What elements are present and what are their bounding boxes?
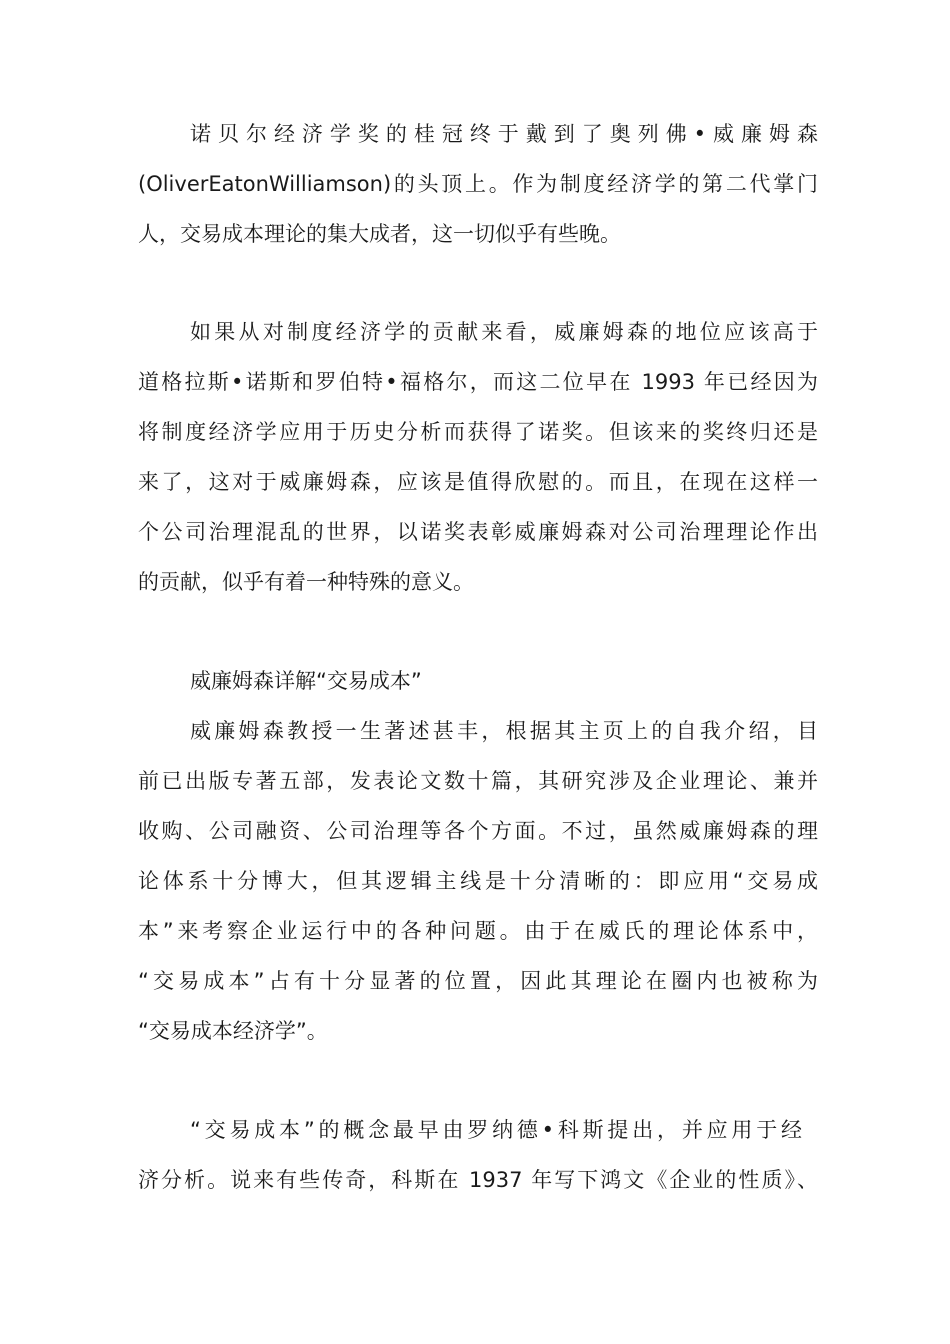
paragraph-2-line-3: 将制度经济学应用于历史分析而获得了诺奖。但该来的奖终归还是 [138, 420, 818, 444]
paragraph-1-line-1: 诺贝尔经济学奖的桂冠终于戴到了奥列佛•威廉姆森 [190, 122, 818, 146]
paragraph-3-line-2: 前已出版专著五部，发表论文数十篇，其研究涉及企业理论、兼并 [138, 769, 818, 793]
paragraph-3-line-1: 威廉姆森教授一生著述甚丰，根据其主页上的自我介绍，目 [190, 719, 818, 743]
paragraph-2-line-1: 如果从对制度经济学的贡献来看，威廉姆森的地位应该高于 [190, 320, 818, 344]
paragraph-2-line-2: 道格拉斯•诺斯和罗伯特•福格尔，而这二位早在 1993 年已经因为 [138, 370, 818, 394]
paragraph-2-line-4: 来了，这对于威廉姆森，应该是值得欣慰的。而且，在现在这样一 [138, 470, 818, 494]
paragraph-1-line-2: (OliverEatonWilliamson)的头顶上。作为制度经济学的第二代掌门 [138, 172, 818, 196]
paragraph-3-line-7: “交易成本经济学”。 [138, 1019, 328, 1043]
paragraph-4-line-1: “交易成本”的概念最早由罗纳德•科斯提出，并应用于经 [190, 1118, 802, 1142]
paragraph-3-line-6: “交易成本”占有十分显著的位置，因此其理论在圈内也被称为 [138, 969, 818, 993]
paragraph-2-line-5: 个公司治理混乱的世界，以诺奖表彰威廉姆森对公司治理理论作出 [138, 520, 818, 544]
section-heading: 威廉姆森详解“交易成本” [190, 669, 422, 693]
paragraph-3-line-5: 本”来考察企业运行中的各种问题。由于在威氏的理论体系中， [138, 919, 818, 943]
paragraph-2-line-6: 的贡献，似乎有着一种特殊的意义。 [138, 570, 474, 594]
paragraph-3-line-4: 论体系十分博大，但其逻辑主线是十分清晰的：即应用“交易成 [138, 869, 818, 893]
paragraph-3-line-3: 收购、公司融资、公司治理等各个方面。不过，虽然威廉姆森的理 [138, 819, 818, 843]
paragraph-1-line-3: 人，交易成本理论的集大成者，这一切似乎有些晚。 [138, 222, 621, 246]
paragraph-4-line-2: 济分析。说来有些传奇，科斯在 1937 年写下鸿文《企业的性质》、 [138, 1168, 818, 1192]
